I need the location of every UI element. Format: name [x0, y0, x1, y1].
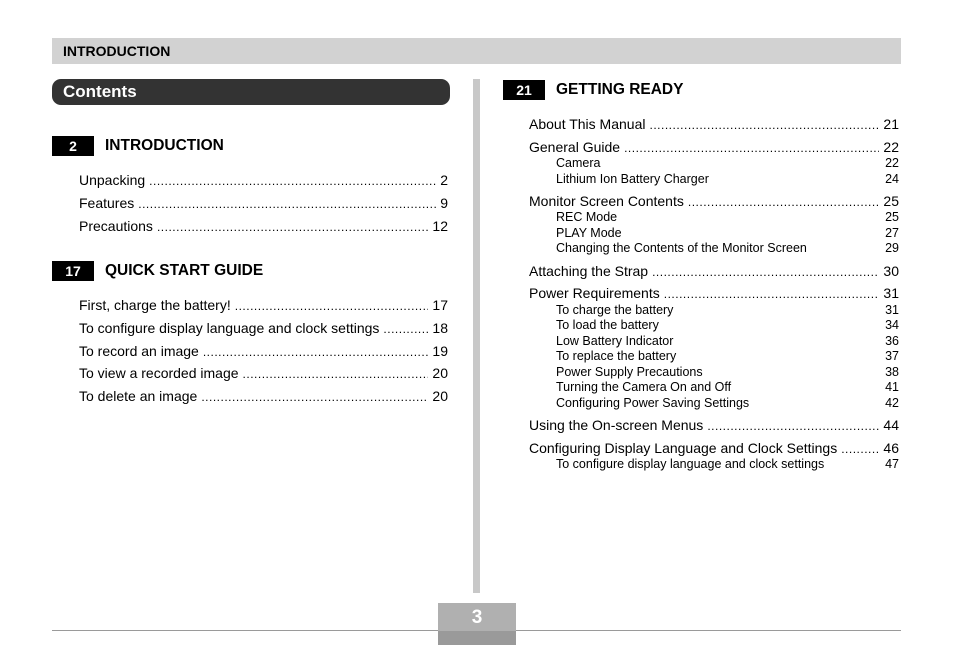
leader-dots: [649, 118, 879, 132]
section-number: 17: [52, 261, 94, 281]
toc-entry-label: Features: [79, 195, 135, 211]
toc-entry-page: 31: [883, 285, 899, 301]
toc-entry-page: 19: [432, 343, 448, 359]
section-title: QUICK START GUIDE: [105, 262, 264, 279]
toc-entry[interactable]: [79, 320, 448, 336]
toc-entry[interactable]: [529, 116, 899, 132]
leader-dots: [138, 197, 436, 211]
leader-dots: [235, 299, 429, 313]
toc-subentry-page: 37: [885, 349, 899, 363]
toc-subentry-label: To configure display language and clock settings: [556, 457, 825, 471]
leader-dots: [624, 141, 879, 155]
toc-subentry-label: Changing the Contents of the Monitor Screen: [556, 241, 807, 255]
toc-subentry[interactable]: [556, 334, 899, 348]
toc-subentry[interactable]: [556, 156, 899, 170]
toc-entry-label: Power Requirements: [529, 285, 660, 301]
toc-entry-label: Configuring Display Language and Clock Settings: [529, 440, 838, 456]
leader-dots: [383, 322, 428, 336]
toc-entry-page: 22: [883, 139, 899, 155]
toc-subentry-label: Lithium Ion Battery Charger: [556, 172, 709, 186]
toc-entry[interactable]: [529, 193, 899, 209]
toc-subentry-label: PLAY Mode: [556, 226, 622, 240]
toc-subentry[interactable]: [556, 172, 899, 186]
toc-subentry-page: 47: [885, 457, 899, 471]
toc-entry-page: 25: [883, 193, 899, 209]
toc-entry-label: First, charge the battery!: [79, 297, 231, 313]
toc-entry-page: 46: [883, 440, 899, 456]
toc-subentry-page: 42: [885, 396, 899, 410]
toc-entry-label: To configure display language and clock settings: [79, 320, 380, 336]
toc-subentry-page: 22: [885, 156, 899, 170]
toc-subentry-page: 25: [885, 210, 899, 224]
toc-subentry[interactable]: [556, 396, 899, 410]
leader-dots: [664, 287, 880, 301]
toc-entry-label: Attaching the Strap: [529, 263, 649, 279]
toc-entry-page: 30: [883, 263, 899, 279]
toc-entry-label: To view a recorded image: [79, 365, 239, 381]
toc-entry-label: Using the On-screen Menus: [529, 417, 704, 433]
toc-subentry-page: 29: [885, 241, 899, 255]
section-title: INTRODUCTION: [105, 137, 224, 154]
toc-entry[interactable]: [529, 263, 899, 279]
toc-subentry-page: 34: [885, 318, 899, 332]
leader-dots: [149, 174, 436, 188]
toc-entry[interactable]: [529, 285, 899, 301]
leader-dots: [841, 442, 879, 456]
toc-subentry-label: To replace the battery: [556, 349, 677, 363]
toc-subentry[interactable]: [556, 349, 899, 363]
contents-banner: [52, 79, 450, 105]
header-title: INTRODUCTION: [63, 43, 171, 59]
toc-entry-label: General Guide: [529, 139, 621, 155]
toc-entry[interactable]: [79, 195, 448, 211]
section-title: GETTING READY: [556, 81, 684, 98]
toc-subentry-page: 27: [885, 226, 899, 240]
leader-dots: [203, 345, 429, 359]
toc-subentry-label: Camera: [556, 156, 601, 170]
toc-entry[interactable]: [79, 365, 448, 381]
toc-subentry-page: 36: [885, 334, 899, 348]
contents-title: Contents: [63, 82, 137, 101]
toc-entry[interactable]: [529, 417, 899, 433]
toc-entry[interactable]: [79, 218, 448, 234]
toc-subentry[interactable]: [556, 365, 899, 379]
leader-dots: [652, 265, 879, 279]
toc-subentry[interactable]: [556, 380, 899, 394]
page-number-box-lower: [438, 631, 516, 645]
toc-entry-page: 21: [883, 116, 899, 132]
toc-entry-page: 17: [432, 297, 448, 313]
leader-dots: [243, 367, 429, 381]
toc-subentry[interactable]: [556, 303, 899, 317]
toc-subentry-label: Power Supply Precautions: [556, 365, 703, 379]
header-bar: [52, 38, 901, 64]
toc-entry-label: Unpacking: [79, 172, 146, 188]
toc-subentry[interactable]: [556, 226, 899, 240]
toc-entry-page: 2: [440, 172, 448, 188]
toc-entry[interactable]: [529, 440, 899, 456]
toc-subentry-label: To charge the battery: [556, 303, 674, 317]
toc-subentry-label: Turning the Camera On and Off: [556, 380, 732, 394]
leader-dots: [707, 419, 879, 433]
toc-subentry-label: To load the battery: [556, 318, 659, 332]
toc-subentry[interactable]: [556, 318, 899, 332]
toc-entry-label: Precautions: [79, 218, 153, 234]
toc-subentry-label: Low Battery Indicator: [556, 334, 674, 348]
toc-subentry-page: 24: [885, 172, 899, 186]
toc-entry-page: 44: [883, 417, 899, 433]
toc-entry-page: 9: [440, 195, 448, 211]
toc-entry-page: 18: [432, 320, 448, 336]
toc-entry[interactable]: [79, 343, 448, 359]
toc-entry[interactable]: [79, 297, 448, 313]
toc-entry[interactable]: [79, 172, 448, 188]
toc-entry[interactable]: [79, 388, 448, 404]
section-number: 21: [503, 80, 545, 100]
toc-entry-page: 20: [432, 388, 448, 404]
section-number: 2: [52, 136, 94, 156]
leader-dots: [157, 220, 428, 234]
toc-entry-page: 20: [432, 365, 448, 381]
toc-subentry-page: 31: [885, 303, 899, 317]
toc-entry-page: 12: [432, 218, 448, 234]
toc-subentry[interactable]: [556, 241, 899, 255]
toc-subentry-label: Configuring Power Saving Settings: [556, 396, 750, 410]
leader-dots: [688, 195, 880, 209]
toc-subentry[interactable]: [556, 210, 899, 224]
toc-entry-label: About This Manual: [529, 116, 646, 132]
toc-subentry-page: 41: [885, 380, 899, 394]
page-number-box: [438, 603, 516, 645]
leader-dots: [201, 390, 428, 404]
toc-subentry[interactable]: [556, 457, 899, 471]
toc-entry[interactable]: [529, 139, 899, 155]
toc-entry-label: To record an image: [79, 343, 199, 359]
toc-entry-label: To delete an image: [79, 388, 198, 404]
column-divider: [473, 79, 480, 593]
toc-subentry-page: 38: [885, 365, 899, 379]
toc-entry-label: Monitor Screen Contents: [529, 193, 684, 209]
page-number: 3: [471, 607, 483, 628]
toc-subentry-label: REC Mode: [556, 210, 618, 224]
